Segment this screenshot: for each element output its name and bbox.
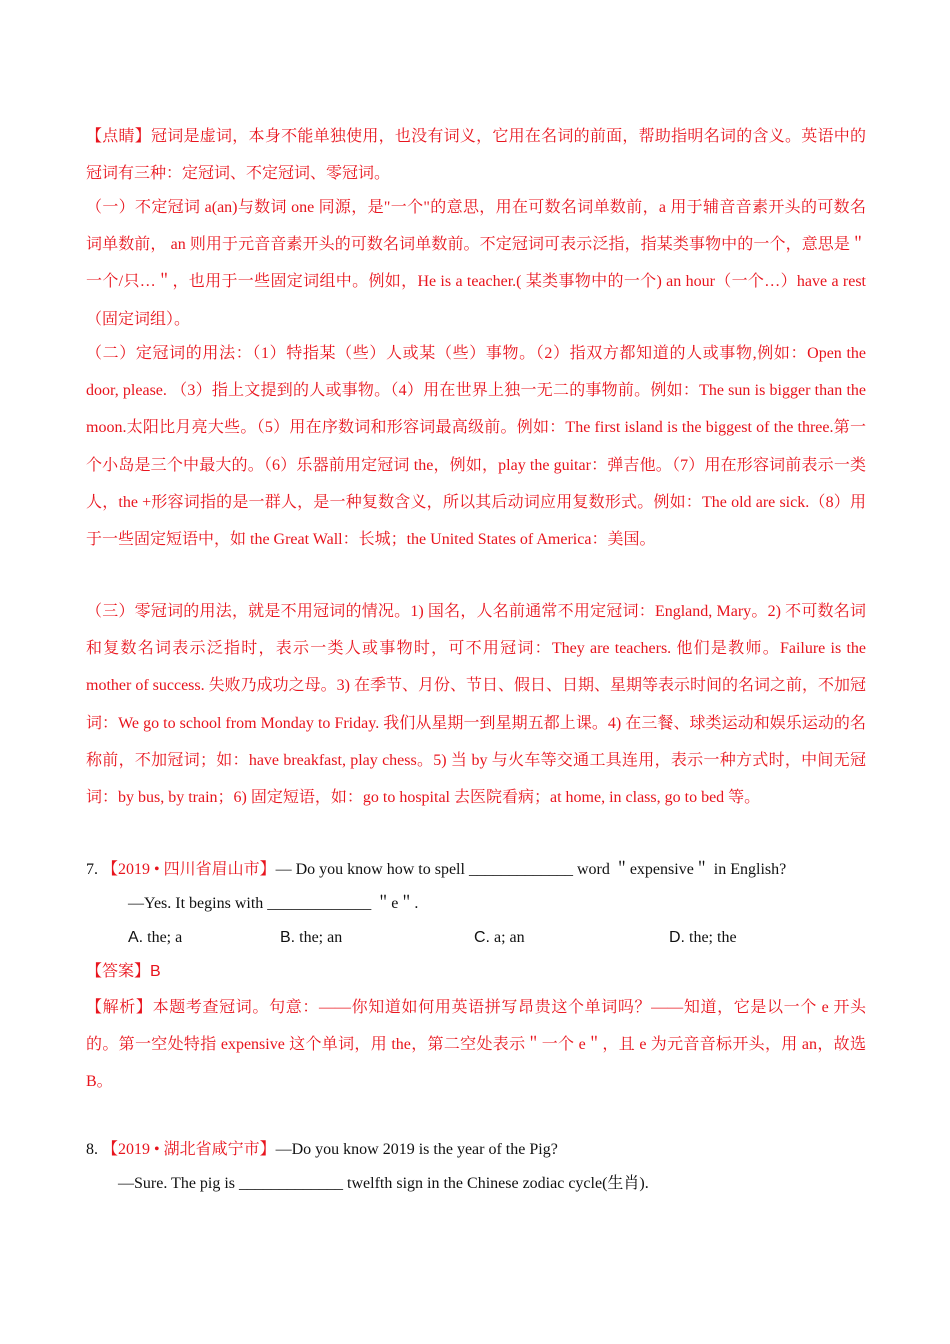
question-number: 7.: [86, 861, 102, 878]
option-text: the; an: [299, 929, 343, 946]
question-stem: — Do you know how to spell _____________ word ＂expensive＂ in English?: [275, 861, 787, 878]
option-letter: B.: [280, 929, 296, 946]
option-b: [280, 928, 342, 948]
indefinite-article-paragraph: （一）不定冠词 a(an)与数词 one 同源，是"一个"的意思，用在可数名词单数前，a 用于辅音音素开头的可数名词单数前， an 则用于元音音素开头的可数名词单数前。不定冠词可表示泛指，指某类事物中的一个，意思是＂一个/只…＂，也用于一些固定词组中。例如，He is a teacher.( 某类事物中的一个) an hour（一个…）have a rest（固定词组）。: [86, 199, 866, 328]
analysis-text: 本题考查冠词。句意：——你知道如何用英语拼写昂贵这个单词吗？——知道，它是以一个 e 开头的。第一空处特指 expensive 这个单词，用 the，第二空处表示＂一个 e＂，且 e 为元音音标开头，用 an，故选 B。: [86, 999, 866, 1091]
zero-article-paragraph: （三）零冠词的用法，就是不用冠词的情况。1) 国名，人名前通常不用定冠词：England, Mary。2) 不可数名词和复数名词表示泛指时，表示一类人或事物时，可不用冠词：They are teachers. 他们是教师。Failure is the mother of success. 失败乃成功之母。3) 在季节、月份、节日、假日、日期、星期等表示时间的名词之前，不加冠词：We go to school from Monday to Friday. 我们从星期一到星期五都上课。4) 在三餐、球类运动和娱乐运动的名称前，不加冠词；如：have breakfast, play chess。5) 当 by 与火车等交通工具连用，表示一种方式时，中间无冠词：by bus, by train；6) 固定短语，如：go to hospital 去医院看病；at home, in class, go to bed 等。: [86, 603, 866, 807]
key-point-text: 冠词是虚词，本身不能单独使用，也没有词义，它用在名词的前面，帮助指明名词的含义。英语中的冠词有三种：定冠词、不定冠词、零冠词。: [86, 128, 866, 183]
option-letter: C.: [474, 929, 490, 946]
definite-article-paragraph: （二）定冠词的用法：（1）特指某（些）人或某（些）事物。（2）指双方都知道的人或事物,例如：Open the door, please. （3）指上文提到的人或事物。（4）用在世界上独一无二的事物前。例如：The sun is bigger than the moon.太阳比月亮大些。（5）用在序数词和形容词最高级前。例如：The first island is the biggest of the three.第一个小岛是三个中最大的。（6）乐器前用定冠词 the，例如，play the guitar：弹吉他。（7）用在形容词前表示一类人，the +形容词指的是一群人，是一种复数含义，所以其后动词应用复数形式。例如：The old are sick.（8）用于一些固定短语中，如 the Great Wall：长城；the United States of America：美国。: [86, 345, 866, 549]
analysis-label: 【解析】: [86, 999, 153, 1016]
option-text: the; the: [689, 929, 737, 946]
option-text: a; an: [494, 929, 525, 946]
option-d: [669, 928, 737, 948]
key-point-intro: [86, 118, 866, 192]
option-c: [474, 928, 525, 948]
question-7-reply: —Yes. It begins with _____________ ＂e＂.: [128, 895, 419, 912]
question-8-reply: —Sure. The pig is _____________ twelfth sign in the Chinese zodiac cycle(生肖).: [118, 1175, 649, 1192]
question-source: 【2019 • 四川省眉山市】: [102, 861, 276, 878]
analysis-paragraph: [86, 989, 866, 1101]
option-letter: A.: [128, 929, 144, 946]
question-stem: —Do you know 2019 is the year of the Pig?: [275, 1141, 558, 1158]
option-text: the; a: [147, 929, 183, 946]
answer-line: [86, 962, 161, 982]
key-point-label: 【点睛】: [86, 128, 152, 145]
option-a: [128, 928, 182, 948]
question-number: 8.: [86, 1141, 102, 1158]
question-7-stem-line: [86, 860, 786, 880]
question-8-stem-line: [86, 1140, 558, 1160]
answer-label: 【答案】: [86, 963, 151, 980]
answer-value: B: [150, 963, 161, 980]
option-letter: D.: [669, 929, 685, 946]
question-source: 【2019 • 湖北省咸宁市】: [102, 1141, 276, 1158]
